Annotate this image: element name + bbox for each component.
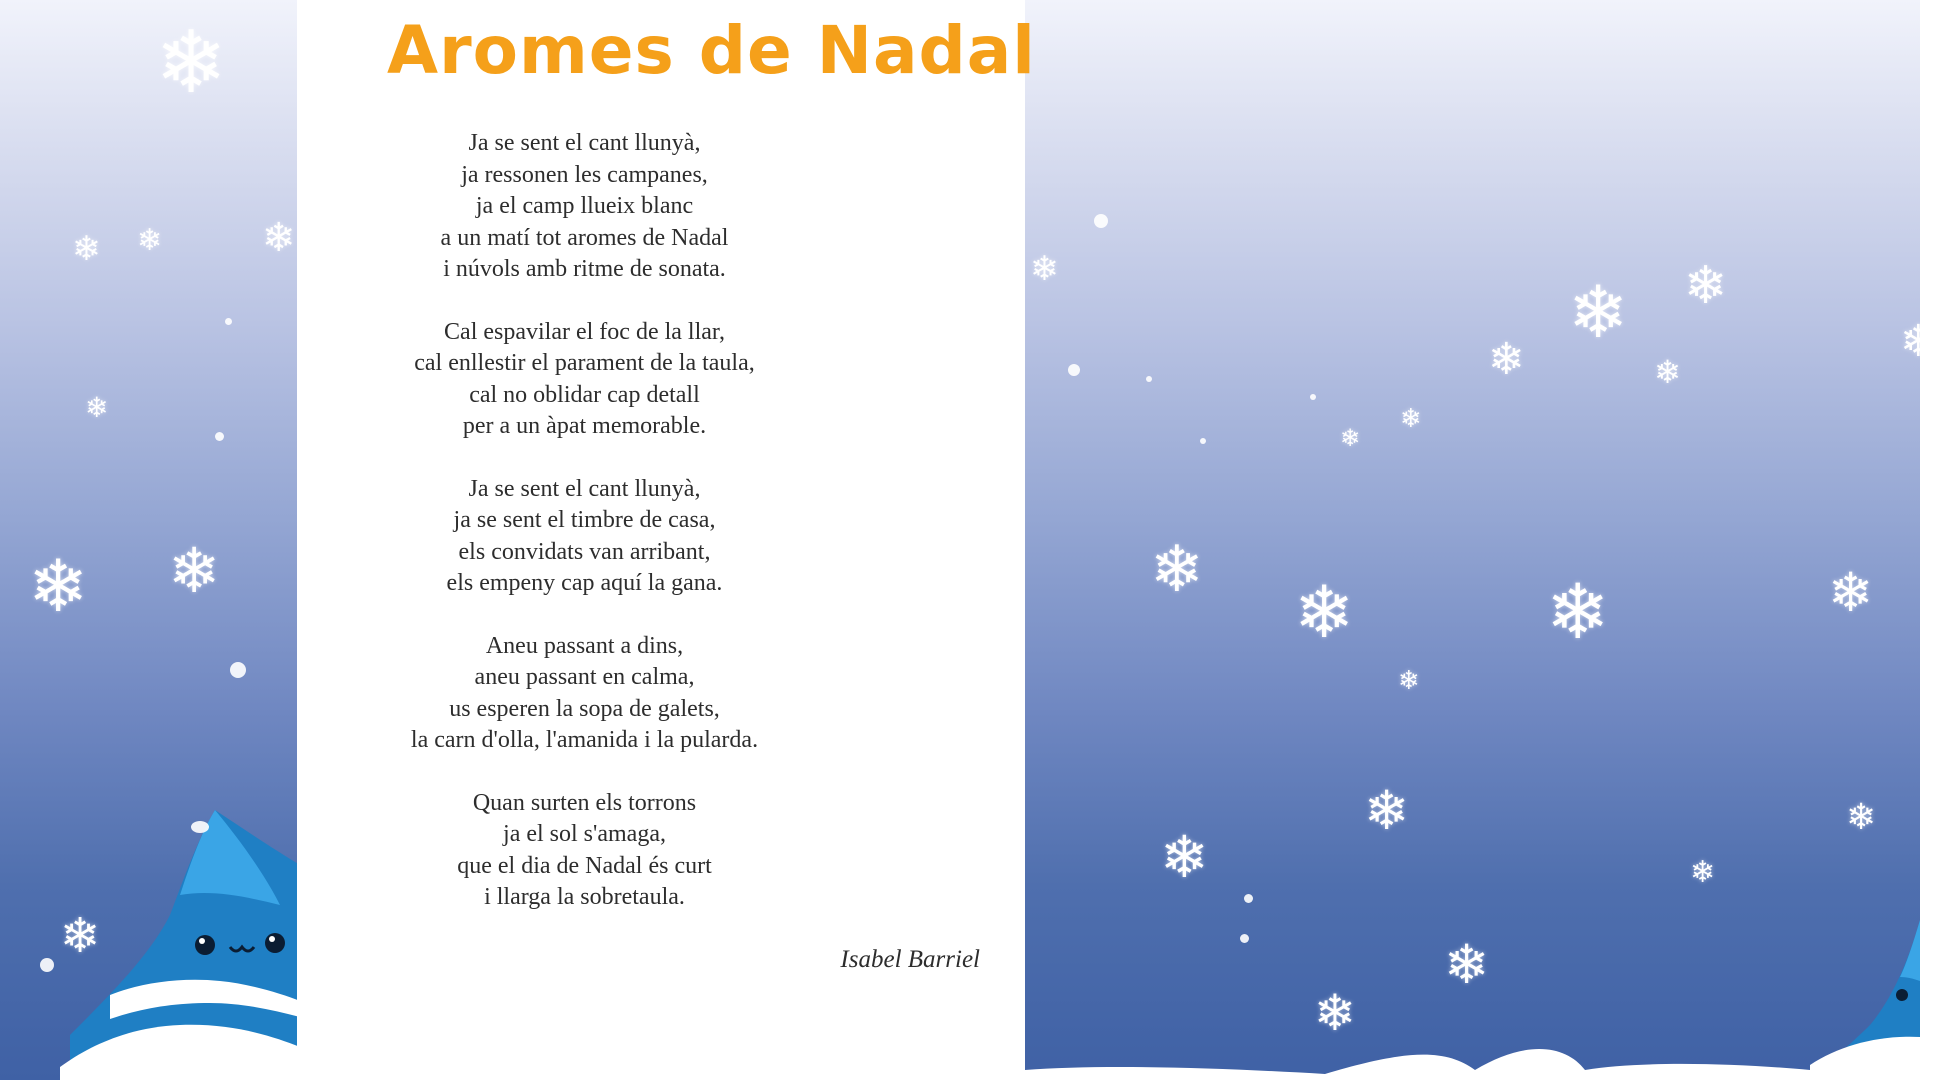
poem-line: cal enllestir el parament de la taula, <box>414 350 755 376</box>
snowflake-icon: ❄ <box>1846 797 1877 838</box>
snow-dot <box>1240 934 1249 943</box>
snowflake-icon: ❄ <box>155 13 228 113</box>
poem-page <box>297 0 1036 1080</box>
snowflake-icon: ❄ <box>1398 666 1420 696</box>
poem-line: que el dia de Nadal és curt <box>457 852 712 879</box>
snowflake-icon: ❄ <box>1568 270 1629 354</box>
snow-dot <box>1094 214 1108 228</box>
snow-dot <box>1146 376 1152 382</box>
poem-line: us esperen la sopa de galets, <box>449 695 720 722</box>
snowflake-icon: ❄ <box>1546 567 1610 656</box>
snow-dot <box>1068 364 1080 376</box>
poem-line: Quan surten els torrons <box>472 789 697 816</box>
snowflake-icon: ❄ <box>1150 533 1204 607</box>
snow-ground <box>1025 1030 1810 1080</box>
poem-line: a un matí tot aromes de Nadal <box>440 224 729 251</box>
poem-line: els empeny cap aquí la gana. <box>446 570 723 596</box>
snowflake-icon: ❄ <box>1364 779 1410 842</box>
stanza <box>297 317 872 443</box>
poem-line: la carn d'olla, l'amanida i la pularda. <box>410 727 759 753</box>
poem-line: ja se sent el timbre de casa, <box>453 507 716 533</box>
poem-line: Cal espavilar el foc de la llar, <box>444 318 725 345</box>
snowflake-icon: ❄ <box>1828 561 1874 624</box>
snowflake-icon: ❄ <box>1690 855 1716 890</box>
snow-dot <box>1244 894 1253 903</box>
poem-line: per a un àpat memorable. <box>462 413 707 439</box>
snowflake-icon: ❄ <box>60 908 101 964</box>
snowflake-icon: ❄ <box>1294 570 1355 654</box>
stanza <box>297 631 872 757</box>
christmas-tree-icon <box>1810 915 1920 1080</box>
poem-line: Ja se sent el cant llunyà, <box>468 475 701 502</box>
poem-line: cal no oblidar cap detall <box>469 381 700 408</box>
snow-dot <box>215 432 224 441</box>
poem-author: Isabel Barriel <box>840 946 980 973</box>
snow-dot <box>230 662 246 678</box>
snowflake-icon: ❄ <box>1314 984 1356 1042</box>
stanza <box>297 788 872 914</box>
snowflake-icon: ❄ <box>1400 404 1422 434</box>
poem-line: Ja se sent el cant llunyà, <box>468 130 701 156</box>
poem-line: i núvols amb ritme de sonata. <box>443 256 726 282</box>
stanza <box>297 128 872 286</box>
snowflake-icon: ❄ <box>168 534 220 607</box>
snowflake-icon: ❄ <box>1340 424 1361 452</box>
snow-dot <box>1200 438 1206 444</box>
poem-line: ja el sol s'amaga, <box>503 821 666 847</box>
snowflake-icon: ❄ <box>72 229 101 269</box>
snowflake-icon: ❄ <box>1684 256 1728 316</box>
poem-title: Aromes de Nadal <box>387 12 1036 89</box>
snowflake-icon: ❄ <box>1654 353 1681 391</box>
poem-line: ja ressonen les campanes, <box>461 161 708 188</box>
snowflake-icon: ❄ <box>28 544 89 628</box>
snowflake-icon: ❄ <box>1488 334 1525 385</box>
snow-dot <box>225 318 232 325</box>
snowflake-icon: ❄ <box>1030 249 1059 289</box>
snowflake-icon: ❄ <box>1160 823 1209 891</box>
poem-line: i llarga la sobretaula. <box>484 884 685 910</box>
snow-dot <box>1310 394 1316 400</box>
poem-line: aneu passant en calma, <box>474 664 695 690</box>
stanza <box>297 474 872 600</box>
christmas-tree-icon <box>50 805 300 1080</box>
poem-line: ja el camp llueix blanc <box>475 193 694 219</box>
poem-line: els convidats van arribant, <box>458 538 711 565</box>
snowflake-icon: ❄ <box>85 391 109 424</box>
snowflake-icon: ❄ <box>262 215 296 261</box>
poem-body <box>297 128 872 945</box>
poem-line: Aneu passant a dins, <box>485 632 684 659</box>
snowflake-icon: ❄ <box>137 223 163 258</box>
snowflake-icon: ❄ <box>1900 316 1937 367</box>
snowflake-icon: ❄ <box>1444 933 1490 996</box>
